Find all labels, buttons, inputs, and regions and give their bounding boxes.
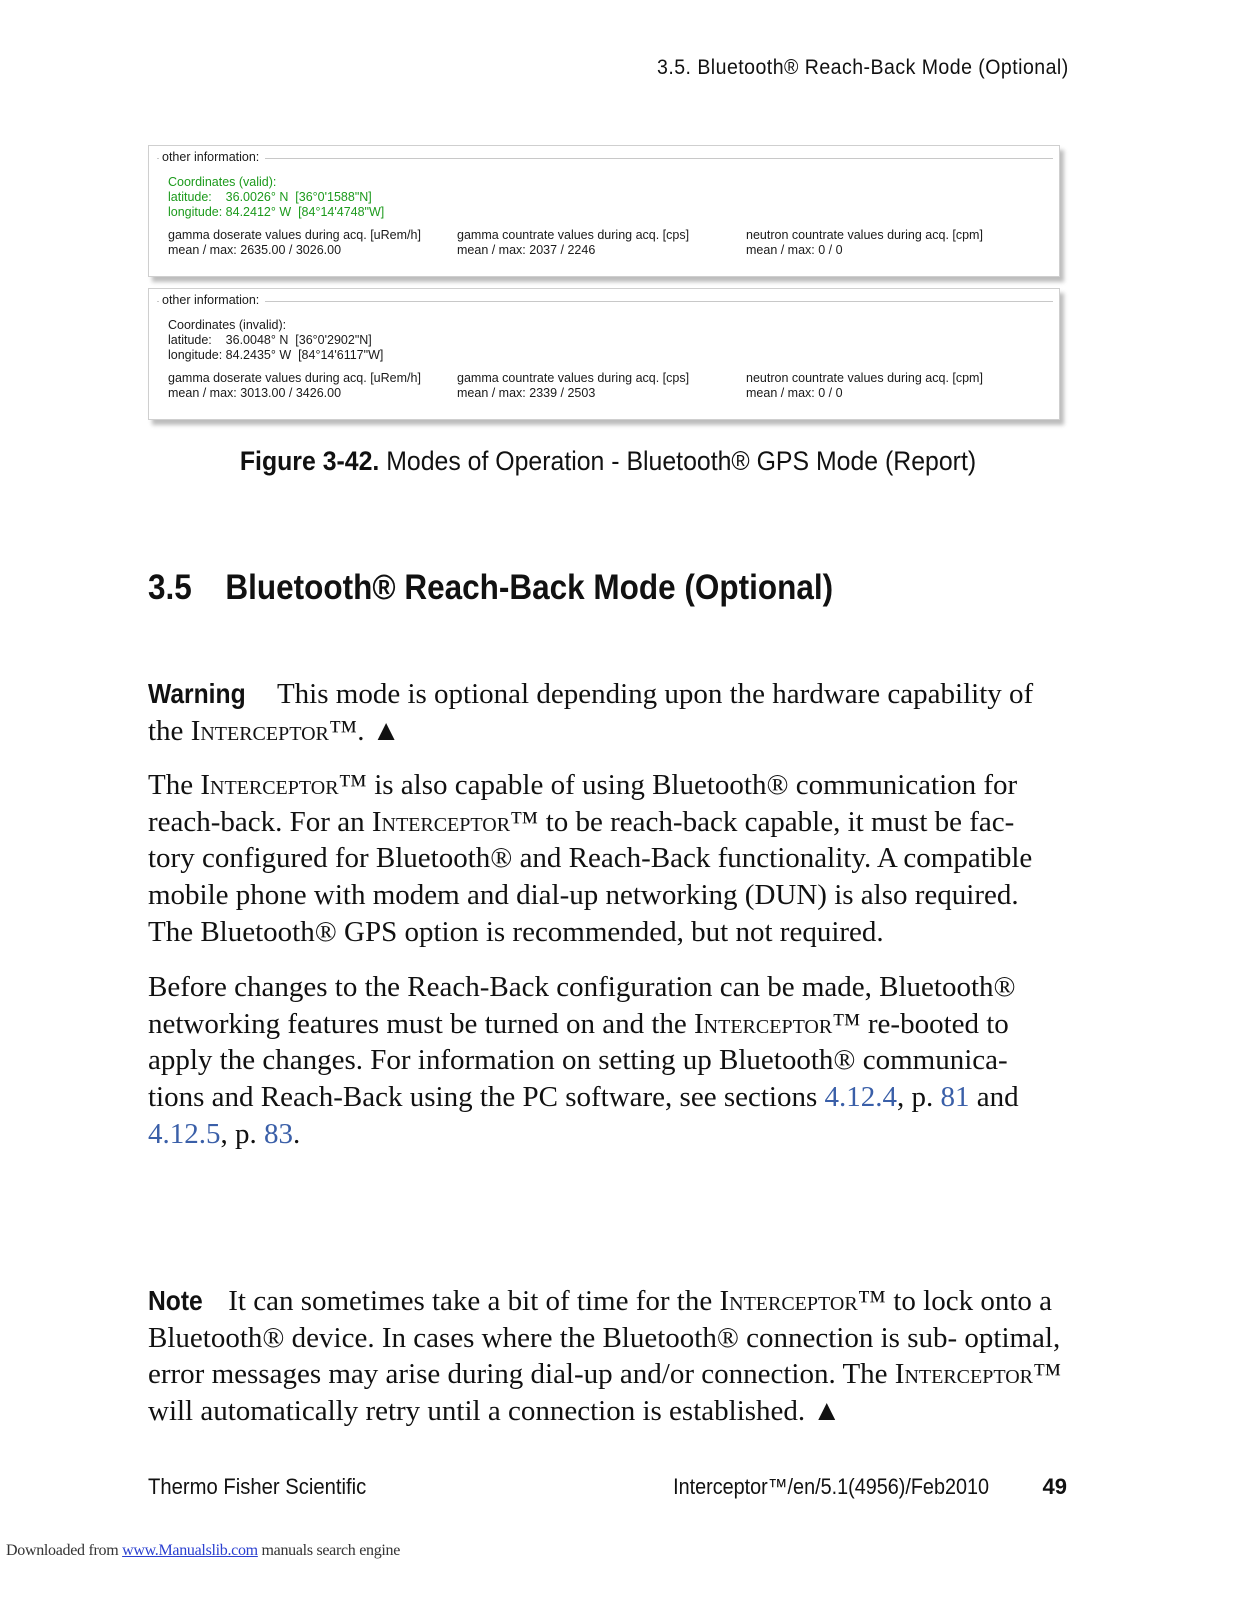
body-paragraph-2 [148,969,1068,1153]
download-notice [6,1542,400,1560]
gamma-doserate-label: gamma doserate values during acq. [uRem/h] [168,371,421,385]
longitude-value: longitude: 84.2435° W [84°14'6117"W] [168,348,384,362]
gamma-countrate-value: mean / max: 2339 / 2503 [457,386,596,400]
gamma-doserate-value: mean / max: 3013.00 / 3426.00 [168,386,342,400]
paragraph-text: ™ re-booted to apply the changes. For information on setting up Bluetooth® communica- tions and Reach-Back using the PC software, see sections [148,1007,1009,1114]
product-name: Interceptor [719,1285,858,1317]
product-name: Interceptor [694,1007,833,1040]
running-head: 3.5. Bluetooth® Reach-Back Mode (Optional) [657,56,1069,79]
footer-doc-id: Interceptor™/en/5.1(4956)/Feb2010 [673,1474,989,1499]
note-text: ™ will automatically retry until a connection is established. ▲ [148,1358,1062,1428]
warning-paragraph [148,676,1068,749]
warning-label: Warning [148,678,246,709]
neutron-countrate-value: mean / max: 0 / 0 [746,386,843,400]
page-number: 49 [1042,1474,1067,1499]
group-box-border [157,301,1053,303]
paragraph-text: ™ is also capable of using Bluetooth® communication for reach-back. For an [148,769,1018,838]
manualslib-link[interactable]: www.Manualslib.com [122,1542,258,1559]
section-number: 3.5 [148,568,192,607]
group-box-legend: other information: [159,293,265,307]
group-box-legend: other information: [159,150,265,164]
latitude-value: latitude: 36.0026° N [36°0'1588"N] [168,190,372,204]
neutron-countrate-label: neutron countrate values during acq. [cpm] [746,228,983,242]
download-prefix: Downloaded from [6,1542,123,1559]
product-name: Interceptor [200,769,339,801]
section-link-4-12-4[interactable]: 4.12.4 [824,1081,898,1114]
note-text: ™ to lock onto a Bluetooth® device. In cases where the Bluetooth® connection is sub- optimal, error messages may arise during dial-up and/or connection. The [148,1285,1061,1391]
figure-caption-label: Figure 3-42. [239,446,380,476]
neutron-countrate-value: mean / max: 0 / 0 [746,243,843,257]
gamma-countrate-label: gamma countrate values during acq. [cps] [457,371,690,385]
paragraph-text: ™ to be reach-back capable, it must be fac- tory configured for Bluetooth® and Reach-Back functionality. A compatible mobile phone with modem and dial-up networking (DUN) is also required. The Bluetooth® GPS option is recommended, but not required. [148,805,1033,948]
group-box-border [157,158,1053,160]
download-suffix: manuals search engine [257,1542,401,1559]
section-link-4-12-5[interactable]: 4.12.5 [148,1117,221,1150]
product-name: Interceptor [371,805,511,838]
gamma-countrate-label: gamma countrate values during acq. [cps] [457,228,690,242]
body-paragraph-1 [148,767,1068,951]
paragraph-text: , p. [897,1081,941,1114]
footer-publisher: Thermo Fisher Scientific [148,1474,367,1499]
paragraph-text: The [148,769,201,801]
page-link-83[interactable]: 83 [264,1117,293,1150]
latitude-value: latitude: 36.0048° N [36°0'2902"N] [168,333,372,347]
product-name: Interceptor [894,1358,1033,1391]
product-name: Interceptor [190,714,329,747]
coordinates-label: Coordinates (invalid): [168,318,287,332]
report-panel-valid [148,145,1060,277]
note-paragraph [148,1283,1068,1430]
gamma-countrate-value: mean / max: 2037 / 2246 [457,243,596,257]
coordinates-label: Coordinates (valid): [168,175,277,189]
paragraph-text: Before changes to the Reach-Back configuration can be made, Bluetooth® networking features must be turned on and the [148,971,1016,1040]
paragraph-text: , p. [220,1117,264,1150]
report-panel-invalid [148,288,1060,420]
longitude-value: longitude: 84.2412° W [84°14'4748"W] [168,205,385,219]
page-link-81[interactable]: 81 [940,1081,970,1114]
figure-caption [49,446,1168,477]
neutron-countrate-label: neutron countrate values during acq. [cpm] [746,371,983,385]
paragraph-text: . [293,1117,301,1150]
gamma-doserate-label: gamma doserate values during acq. [uRem/h] [168,228,421,242]
section-heading [148,568,833,608]
warning-text-end: ™. ▲ [328,714,401,747]
note-text: It can sometimes take a bit of time for the [228,1285,720,1317]
paragraph-text: and [969,1081,1019,1114]
section-title: Bluetooth® Reach-Back Mode (Optional) [225,568,834,607]
figure-caption-text: Modes of Operation - Bluetooth® GPS Mode (Report) [379,446,977,476]
note-label: Note [148,1285,203,1316]
warning-text: This mode is optional depending upon the hardware capability of the [148,678,1034,747]
gamma-doserate-value: mean / max: 2635.00 / 3026.00 [168,243,342,257]
